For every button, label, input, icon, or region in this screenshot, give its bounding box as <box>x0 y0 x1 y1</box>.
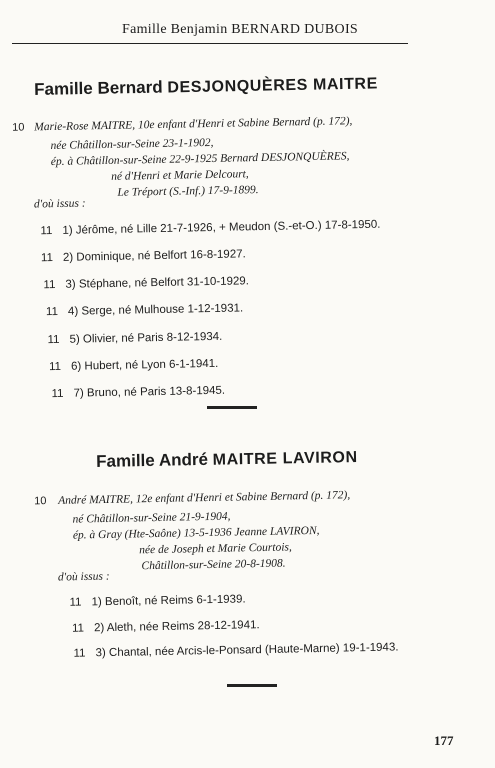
list-item: 11 2) Dominique, né Belfort 16-8-1927. <box>40 248 246 265</box>
family2-title <box>96 447 358 472</box>
family2-line-1: André MAITRE, 12e enfant d'Henri et Sabine Bernard (p. 172), <box>58 489 351 507</box>
list-item: 11 3) Stéphane, né Belfort 31-10-1929. <box>43 275 250 292</box>
family2-line-2: né Châtillon-sur-Seine 21-9-1904, <box>72 510 231 526</box>
page-number: 177 <box>434 733 454 748</box>
family2-generation: 10 <box>34 495 47 508</box>
list-item: 11 1) Benoît, né Reims 6-1-1939. <box>69 593 246 609</box>
family1-line-1: Marie-Rose MAITRE, 10e enfant d'Henri et Sabine Bernard (p. 172), <box>34 115 353 134</box>
family2-line-5: Châtillon-sur-Seine 20-8-1908. <box>141 557 286 573</box>
family2-line-3: ép. à Gray (Hte-Saône) 13-5-1936 Jeanne LAVIRON, <box>72 524 320 542</box>
section-separator <box>227 684 277 687</box>
list-item: 11 7) Bruno, né Paris 13-8-1945. <box>51 384 226 401</box>
list-item: 11 1) Jérôme, né Lille 21-7-1926, + Meudon (S.-et-O.) 17-8-1950. <box>40 218 381 238</box>
list-item: 11 3) Chantal, née Arcis-le-Ponsard (Haute-Marne) 19-1-1943. <box>73 641 399 660</box>
family2-title-name: MAITRE LAVIRON <box>212 448 358 469</box>
family1-title-name: DESJONQUÈRES MAITRE <box>167 75 379 97</box>
section-separator <box>207 406 257 409</box>
family2-line-4: née de Joseph et Marie Courtois, <box>139 541 292 557</box>
family1-parents <box>0 110 420 199</box>
family1-line-4: né d'Henri et Marie Delcourt, <box>111 168 249 183</box>
family1-title-prefix: Famille Bernard <box>34 77 168 99</box>
family1-issus-label: d'où issus : <box>33 197 86 211</box>
family2-title-prefix: Famille André <box>96 449 213 471</box>
family1-title <box>34 73 378 100</box>
family2-issus-label: d'où issus : <box>57 570 110 584</box>
family1-line-3: ép. à Châtillon-sur-Seine 22-9-1925 Bernard DESJONQUÈRES, <box>50 150 350 169</box>
header-rule <box>12 43 408 44</box>
family1-line-2: née Châtillon-sur-Seine 23-1-1902, <box>50 136 214 153</box>
list-item: 11 2) Aleth, née Reims 28-12-1941. <box>71 619 260 635</box>
list-item: 11 4) Serge, né Mulhouse 1-12-1931. <box>45 302 244 319</box>
list-item: 11 5) Olivier, né Paris 8-12-1934. <box>47 330 223 347</box>
list-item: 11 6) Hubert, né Lyon 6-1-1941. <box>48 357 219 374</box>
running-head: Famille Benjamin BERNARD DUBOIS <box>121 22 359 37</box>
family2-parents <box>0 482 420 573</box>
family1-generation: 10 <box>12 121 25 134</box>
family1-line-5: Le Tréport (S.-Inf.) 17-9-1899. <box>117 184 259 199</box>
